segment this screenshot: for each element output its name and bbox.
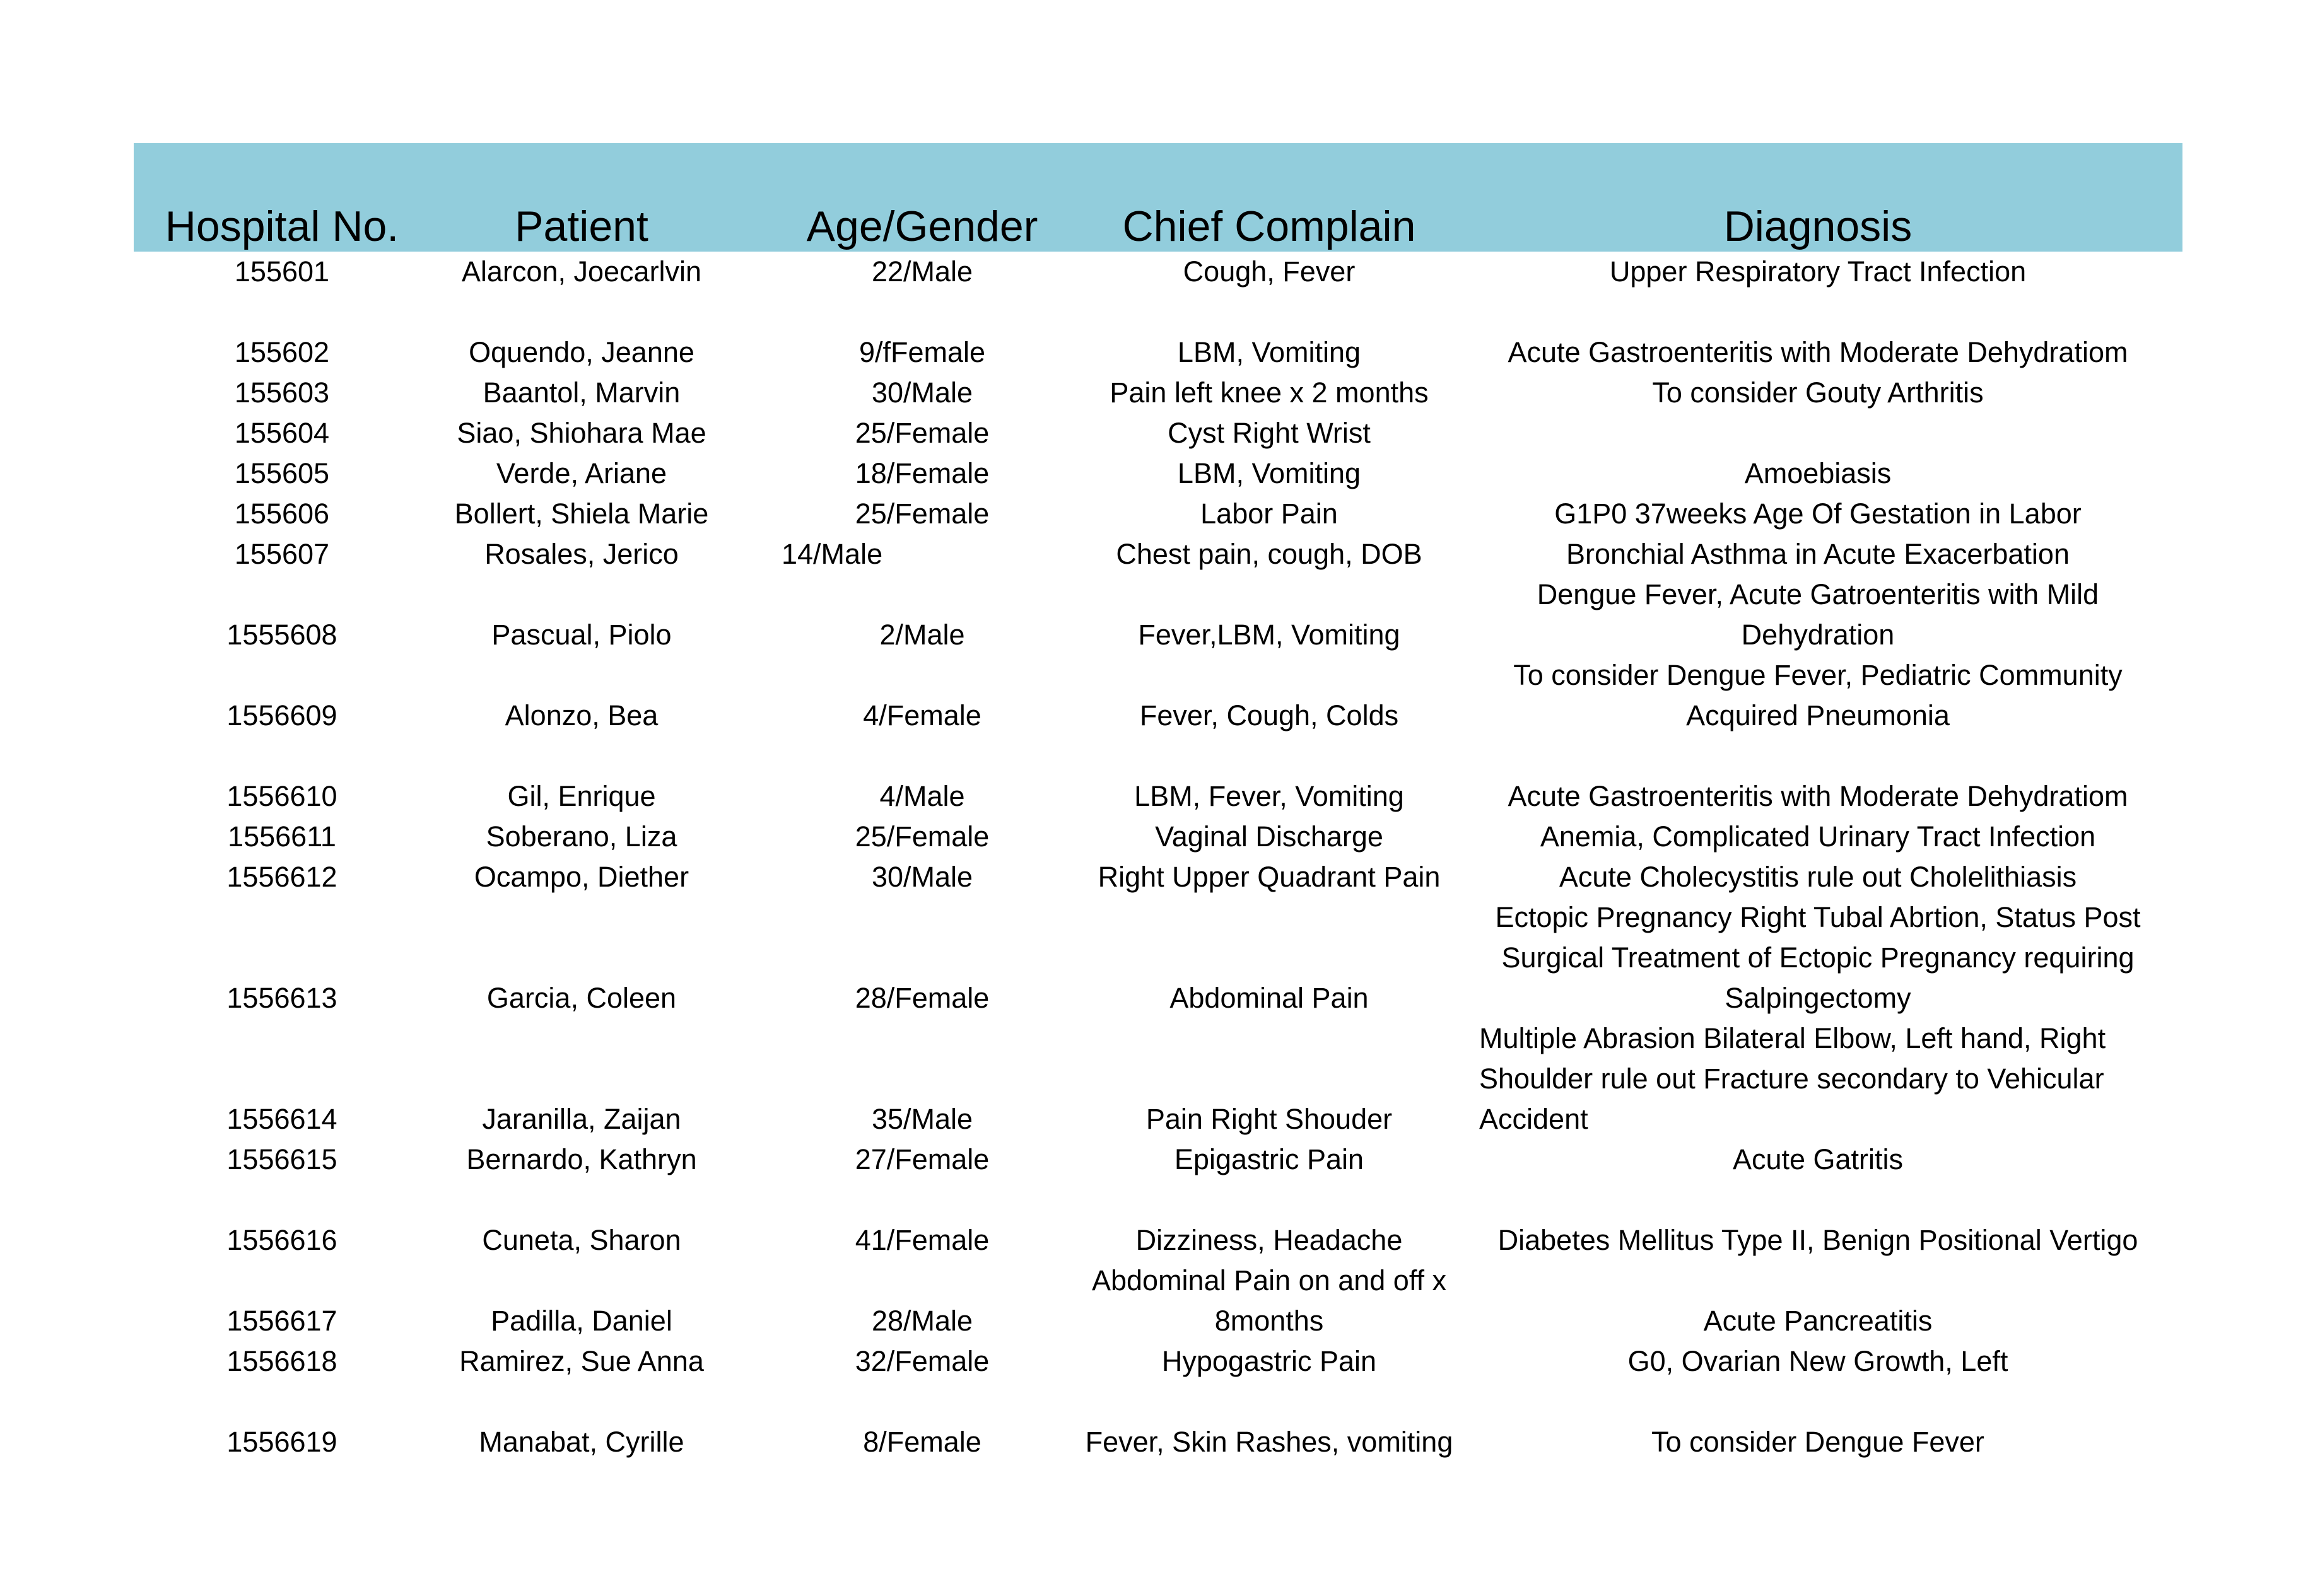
table-row: [134, 1422, 2182, 1462]
age-gender: 25/Female: [855, 417, 990, 449]
patient-name: Jaranilla, Zaijan: [482, 1103, 681, 1135]
hospital-no: 1556613: [226, 982, 337, 1014]
table-row: [134, 1261, 2182, 1341]
age-gender: 41/Female: [855, 1224, 990, 1256]
chief-complain: Fever,LBM, Vomiting: [1138, 619, 1400, 651]
patient-name: Verde, Ariane: [496, 457, 667, 489]
diagnosis: Multiple Abrasion Bilateral Elbow, Left hand, Right Shoulder rule out Fracture secondary to Vehicular Accident: [1479, 1022, 2106, 1135]
hospital-no: 1555608: [226, 619, 337, 651]
header-diagnosis: Diagnosis: [1723, 202, 1913, 250]
diagnosis: To consider Dengue Fever: [1651, 1426, 1984, 1458]
table-row: [134, 252, 2182, 292]
table-row: [134, 655, 2182, 736]
hospital-no: 1556609: [226, 699, 337, 731]
table-row: [134, 1018, 2182, 1139]
table-row: [134, 1139, 2182, 1180]
diagnosis: Bronchial Asthma in Acute Exacerbation: [1566, 538, 2070, 570]
age-gender: 18/Female: [855, 457, 990, 489]
patient-name: Siao, Shiohara Mae: [457, 417, 706, 449]
table-row: [134, 776, 2182, 817]
patient-name: Soberano, Liza: [486, 820, 677, 853]
diagnosis: Ectopic Pregnancy Right Tubal Abrtion, Status Post Surgical Treatment of Ectopic Pregnancy requiring Salpingectomy: [1495, 901, 2141, 1014]
age-gender: 4/Female: [863, 699, 981, 731]
diagnosis: Acute Gastroenteritis with Moderate Dehydratiom: [1508, 336, 2128, 368]
patient-name: Rosales, Jerico: [484, 538, 679, 570]
hospital-no: 1556610: [226, 780, 337, 812]
chief-complain: Chest pain, cough, DOB: [1116, 538, 1422, 570]
hospital-no: 155607: [234, 538, 330, 570]
hospital-no: 155602: [234, 336, 330, 368]
age-gender: 25/Female: [855, 820, 990, 853]
hospital-no: 1556617: [226, 1305, 337, 1337]
chief-complain: Pain left knee x 2 months: [1110, 376, 1429, 409]
diagnosis: Diabetes Mellitus Type II, Benign Positional Vertigo: [1497, 1224, 2138, 1256]
hospital-no: 1556618: [226, 1345, 337, 1377]
age-gender: 25/Female: [855, 498, 990, 530]
age-gender: 27/Female: [855, 1143, 990, 1175]
header-patient: Patient: [515, 202, 648, 250]
chief-complain: LBM, Fever, Vomiting: [1134, 780, 1404, 812]
hospital-no: 155606: [234, 498, 330, 530]
chief-complain: Hypogastric Pain: [1161, 1345, 1377, 1377]
chief-complain: Epigastric Pain: [1174, 1143, 1364, 1175]
chief-complain: Pain Right Shouder: [1145, 1103, 1393, 1135]
chief-complain: Cyst Right Wrist: [1168, 417, 1371, 449]
table-row: [134, 413, 2182, 453]
diagnosis: Amoebiasis: [1744, 457, 1892, 489]
age-gender: 22/Male: [871, 255, 973, 288]
patient-name: Cuneta, Sharon: [482, 1224, 681, 1256]
hospital-no: 1556616: [226, 1224, 337, 1256]
chief-complain: LBM, Vomiting: [1177, 336, 1361, 368]
hospital-no: 1556615: [226, 1143, 337, 1175]
header-chief-complain: Chief Complain: [1122, 202, 1416, 250]
age-gender: 32/Female: [855, 1345, 990, 1377]
patient-name: Oquendo, Jeanne: [469, 336, 694, 368]
diagnosis: Acute Gatritis: [1732, 1143, 1904, 1175]
table-row: [134, 1220, 2182, 1261]
diagnosis: Acute Gastroenteritis with Moderate Dehydratiom: [1508, 780, 2128, 812]
age-gender: 4/Male: [879, 780, 965, 812]
patient-name: Alonzo, Bea: [505, 699, 659, 731]
patient-name: Alarcon, Joecarlvin: [461, 255, 702, 288]
table-row: [134, 373, 2182, 413]
hospital-no: 1556619: [226, 1426, 337, 1458]
patient-name: Gil, Enrique: [507, 780, 656, 812]
diagnosis: G1P0 37weeks Age Of Gestation in Labor: [1554, 498, 2082, 530]
table-row: [134, 1341, 2182, 1382]
hospital-no: 1556611: [228, 820, 336, 853]
chief-complain: Dizziness, Headache: [1135, 1224, 1403, 1256]
hospital-no: 155601: [234, 255, 330, 288]
patient-name: Ocampo, Diether: [474, 861, 689, 893]
hospital-no: 155605: [234, 457, 330, 489]
table-row: [134, 453, 2182, 494]
chief-complain: Vaginal Discharge: [1155, 820, 1383, 853]
hospital-no: 155604: [234, 417, 330, 449]
diagnosis: G0, Ovarian New Growth, Left: [1627, 1345, 2008, 1377]
age-gender: 35/Male: [871, 1103, 973, 1135]
hospital-no: 155603: [234, 376, 330, 409]
diagnosis: Dengue Fever, Acute Gatroenteritis with Mild Dehydration: [1537, 578, 2099, 651]
age-gender: 28/Male: [871, 1305, 973, 1337]
age-gender: 30/Male: [871, 861, 973, 893]
age-gender: 28/Female: [855, 982, 990, 1014]
age-gender: 8/Female: [863, 1426, 981, 1458]
age-gender: 30/Male: [871, 376, 973, 409]
patient-name: Baantol, Marvin: [483, 376, 681, 409]
patient-name: Bernardo, Kathryn: [466, 1143, 697, 1175]
chief-complain: Fever, Skin Rashes, vomiting: [1085, 1426, 1453, 1458]
table-row: [134, 534, 2182, 574]
chief-complain: Cough, Fever: [1183, 255, 1356, 288]
chief-complain: Right Upper Quadrant Pain: [1098, 861, 1441, 893]
table-row: [134, 494, 2182, 534]
chief-complain: Fever, Cough, Colds: [1139, 699, 1399, 731]
patient-table: [134, 143, 2182, 1458]
header-hospital-no: Hospital No.: [165, 202, 399, 250]
patient-name: Garcia, Coleen: [486, 982, 677, 1014]
table-row: [134, 897, 2182, 1018]
diagnosis: Acute Cholecystitis rule out Cholelithiasis: [1559, 861, 2077, 893]
patient-name: Pascual, Piolo: [491, 619, 672, 651]
diagnosis: Acute Pancreatitis: [1703, 1305, 1933, 1337]
chief-complain: Abdominal Pain: [1169, 982, 1369, 1014]
table-header: [134, 143, 2182, 252]
hospital-no: 1556614: [226, 1103, 337, 1135]
hospital-no: 1556612: [226, 861, 337, 893]
diagnosis: Upper Respiratory Tract Infection: [1609, 255, 2027, 288]
patient-name: Manabat, Cyrille: [479, 1426, 684, 1458]
table-row: [134, 574, 2182, 655]
table-row: [134, 817, 2182, 857]
diagnosis: To consider Dengue Fever, Pediatric Community Acquired Pneumonia: [1513, 659, 2123, 731]
patient-name: Padilla, Daniel: [491, 1305, 672, 1337]
chief-complain: Labor Pain: [1200, 498, 1338, 530]
diagnosis: Anemia, Complicated Urinary Tract Infection: [1540, 820, 2096, 853]
table-row: [134, 332, 2182, 373]
patient-name: Bollert, Shiela Marie: [454, 498, 709, 530]
patient-name: Ramirez, Sue Anna: [459, 1345, 704, 1377]
diagnosis: To consider Gouty Arthritis: [1652, 376, 1984, 409]
header-age-gender: Age/Gender: [806, 202, 1038, 250]
age-gender: 9/fFemale: [858, 336, 986, 368]
chief-complain: Abdominal Pain on and off x 8months: [1091, 1264, 1447, 1337]
table-row: [134, 857, 2182, 897]
chief-complain: LBM, Vomiting: [1177, 457, 1361, 489]
age-gender: 2/Male: [879, 619, 965, 651]
age-gender: 14/Male: [782, 538, 883, 570]
